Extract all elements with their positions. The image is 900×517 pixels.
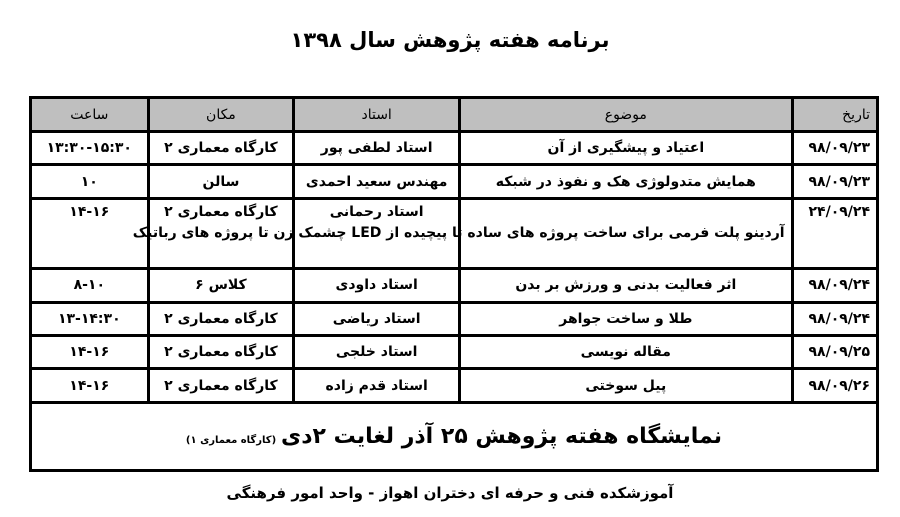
row-time: ۱۰ xyxy=(31,165,149,198)
row-time: ۱۴-۱۶ xyxy=(31,369,149,402)
header-topic: موضوع xyxy=(460,98,793,132)
row-date: ۹۸/۰۹/۲۳ xyxy=(792,165,877,198)
row-date: ۹۸/۰۹/۲۵ xyxy=(792,335,877,368)
row-topic: پیل سوختی xyxy=(460,369,793,402)
header-teacher: استاد xyxy=(294,98,460,132)
banner-main-text: نمایشگاه هفته پژوهش ۲۵ آذر لغایت ۲دی xyxy=(281,423,723,449)
table-row xyxy=(31,269,878,302)
table-row xyxy=(31,369,878,402)
row-teacher: استاد داودی xyxy=(294,269,460,302)
row-topic: طلا و ساخت جواهر xyxy=(460,302,793,335)
row-teacher: استاد خلجی xyxy=(294,335,460,368)
row-time: ۸-۱۰ xyxy=(31,269,149,302)
exhibition-banner xyxy=(31,402,878,470)
table-row xyxy=(31,132,878,165)
banner-row xyxy=(31,402,878,470)
row-date: ۹۸/۰۹/۲۳ xyxy=(792,132,877,165)
table-row xyxy=(31,198,878,268)
row-teacher: استاد لطفی پور xyxy=(294,132,460,165)
row-place: سالن xyxy=(148,165,294,198)
header-date: تاریخ xyxy=(792,98,877,132)
row-topic: آردینو پلت فرمی برای ساخت پروژه های ساده تا پیچیده از LED چشمک زن تا پروژه های رباتیک xyxy=(460,198,793,268)
row-topic: اعتیاد و پیشگیری از آن xyxy=(460,132,793,165)
row-teacher: استاد ریاضی xyxy=(294,302,460,335)
row-topic: مقاله نویسی xyxy=(460,335,793,368)
banner-sub-text: (کارگاه معماری ۱) xyxy=(185,434,277,446)
row-time: ۱۴-۱۶ xyxy=(31,335,149,368)
row-time: ۱۴-۱۶ xyxy=(31,198,149,268)
row-topic: اثر فعالیت بدنی و ورزش بر بدن xyxy=(460,269,793,302)
row-teacher: استاد قدم زاده xyxy=(294,369,460,402)
row-place: کارگاه معماری ۲ xyxy=(148,335,294,368)
row-teacher: استاد رحمانی xyxy=(294,198,460,268)
row-time: ۱۳:۳۰-۱۵:۳۰ xyxy=(31,132,149,165)
row-time: ۱۳-۱۴:۳۰ xyxy=(31,302,149,335)
header-place: مکان xyxy=(148,98,294,132)
row-topic: همایش متدولوژی هک و نفوذ در شبکه xyxy=(460,165,793,198)
header-time: ساعت xyxy=(31,98,149,132)
row-date: ۲۴/۰۹/۲۴ xyxy=(792,198,877,268)
footer-text: آموزشکده فنی و حرفه ای دختران اهواز - واحد امور فرهنگی xyxy=(226,484,674,502)
row-place: کلاس ۶ xyxy=(148,269,294,302)
schedule-table xyxy=(29,96,879,472)
row-date: ۹۸/۰۹/۲۶ xyxy=(792,369,877,402)
row-place: کارگاه معماری ۲ xyxy=(148,198,294,268)
row-date: ۹۸/۰۹/۲۴ xyxy=(792,302,877,335)
table-row xyxy=(31,165,878,198)
page-title: برنامه هفته پژوهش سال ۱۳۹۸ xyxy=(290,28,610,52)
row-place: کارگاه معماری ۲ xyxy=(148,302,294,335)
row-place: کارگاه معماری ۲ xyxy=(148,132,294,165)
table-row xyxy=(31,335,878,368)
row-teacher: مهندس سعید احمدی xyxy=(294,165,460,198)
table-header-row xyxy=(31,98,878,132)
table-row xyxy=(31,302,878,335)
row-place: کارگاه معماری ۲ xyxy=(148,369,294,402)
row-date: ۹۸/۰۹/۲۴ xyxy=(792,269,877,302)
